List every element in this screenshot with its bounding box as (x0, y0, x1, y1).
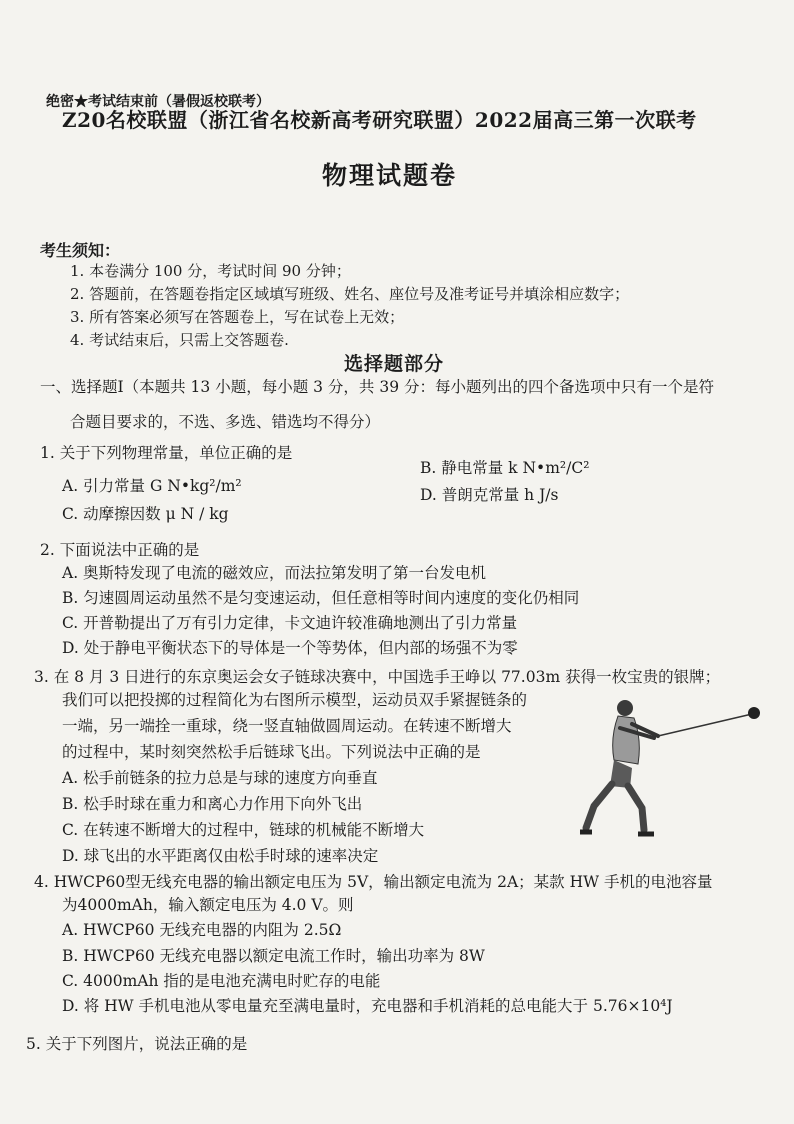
q1-option-c: C. 动摩擦因数 μ N / kg (62, 505, 229, 523)
q4-option-c: C. 4000mAh 指的是电池充满电时贮存的电能 (62, 972, 381, 990)
q4-stem-cont: 为4000mAh，输入额定电压为 4.0 V。则 (62, 896, 354, 914)
part1-intro: 一、选择题Ⅰ（本题共 13 小题，每小题 3 分，共 39 分：每小题列出的四个备选项中只有一个是符 (40, 378, 714, 396)
section-title: 选择题部分 (344, 353, 445, 375)
q4-option-a: A. HWCP60 无线充电器的内阻为 2.5Ω (62, 921, 342, 939)
q2-option-c: C. 开普勒提出了万有引力定律，卡文迪许较准确地测出了引力常量 (62, 614, 518, 632)
q1-option-d: D. 普朗克常量 h J/s (420, 486, 559, 504)
q2-option-b: B. 匀速圆周运动虽然不是匀变速运动，但任意相等时间内速度的变化仍相同 (62, 589, 580, 607)
q4-stem: 4. HWCP60型无线充电器的输出额定电压为 5V，输出额定电流为 2A；某款 HW 手机的电池容量 (34, 873, 713, 891)
hammer-throw-figure (580, 688, 770, 838)
q5-stem: 5. 关于下列图片，说法正确的是 (26, 1035, 248, 1053)
notice-item: 3. 所有答案必须写在答题卷上，写在试卷上无效； (70, 308, 405, 326)
q1-stem: 1. 关于下列物理常量，单位正确的是 (40, 444, 293, 462)
q3-option-c: C. 在转速不断增大的过程中，链球的机械能不断增大 (62, 821, 425, 839)
q3-stem-cont: 一端，另一端拴一重球，绕一竖直轴做圆周运动。在转速不断增大 (62, 717, 512, 735)
q4-option-b: B. HWCP60 无线充电器以额定电流工作时，输出功率为 8W (62, 947, 485, 965)
part1-intro-cont: 合题目要求的，不选、多选、错选均不得分） (70, 413, 381, 431)
exam-title: Z20名校联盟（浙江省名校新高考研究联盟）2022届高三第一次联考 (62, 108, 697, 132)
secret-line: 绝密★考试结束前（暑假返校联考） (46, 94, 270, 110)
q3-option-b: B. 松手时球在重力和离心力作用下向外飞出 (62, 795, 363, 813)
q3-option-d: D. 球飞出的水平距离仅由松手时球的速率决定 (62, 847, 379, 865)
notice-heading: 考生须知： (40, 241, 121, 260)
q1-option-a: A. 引力常量 G N•kg²/m² (62, 477, 242, 495)
paper-title: 物理试题卷 (322, 161, 458, 190)
q3-option-a: A. 松手前链条的拉力总是与球的速度方向垂直 (62, 769, 378, 787)
q3-stem-cont: 我们可以把投掷的过程简化为右图所示模型，运动员双手紧握链条的 (62, 691, 528, 709)
q4-option-d: D. 将 HW 手机电池从零电量充至满电量时，充电器和手机消耗的总电能大于 5.76×10⁴J (62, 997, 673, 1015)
q2-stem: 2. 下面说法中正确的是 (40, 541, 200, 559)
q2-option-d: D. 处于静电平衡状态下的导体是一个等势体，但内部的场强不为零 (62, 639, 518, 657)
q3-stem-cont: 的过程中，某时刻突然松手后链球飞出。下列说法中正确的是 (62, 743, 481, 761)
notice-item: 1. 本卷满分 100 分，考试时间 90 分钟； (70, 262, 351, 280)
q1-option-b: B. 静电常量 k N•m²/C² (420, 459, 590, 477)
q2-option-a: A. 奥斯特发现了电流的磁效应，而法拉第发明了第一台发电机 (62, 564, 487, 582)
notice-item: 2. 答题前，在答题卷指定区域填写班级、姓名、座位号及准考证号并填涂相应数字； (70, 285, 630, 303)
notice-item: 4. 考试结束后，只需上交答题卷. (70, 331, 289, 349)
q3-stem: 3. 在 8 月 3 日进行的东京奥运会女子链球决赛中，中国选手王峥以 77.03m 获得一枚宝贵的银牌； (34, 668, 721, 686)
